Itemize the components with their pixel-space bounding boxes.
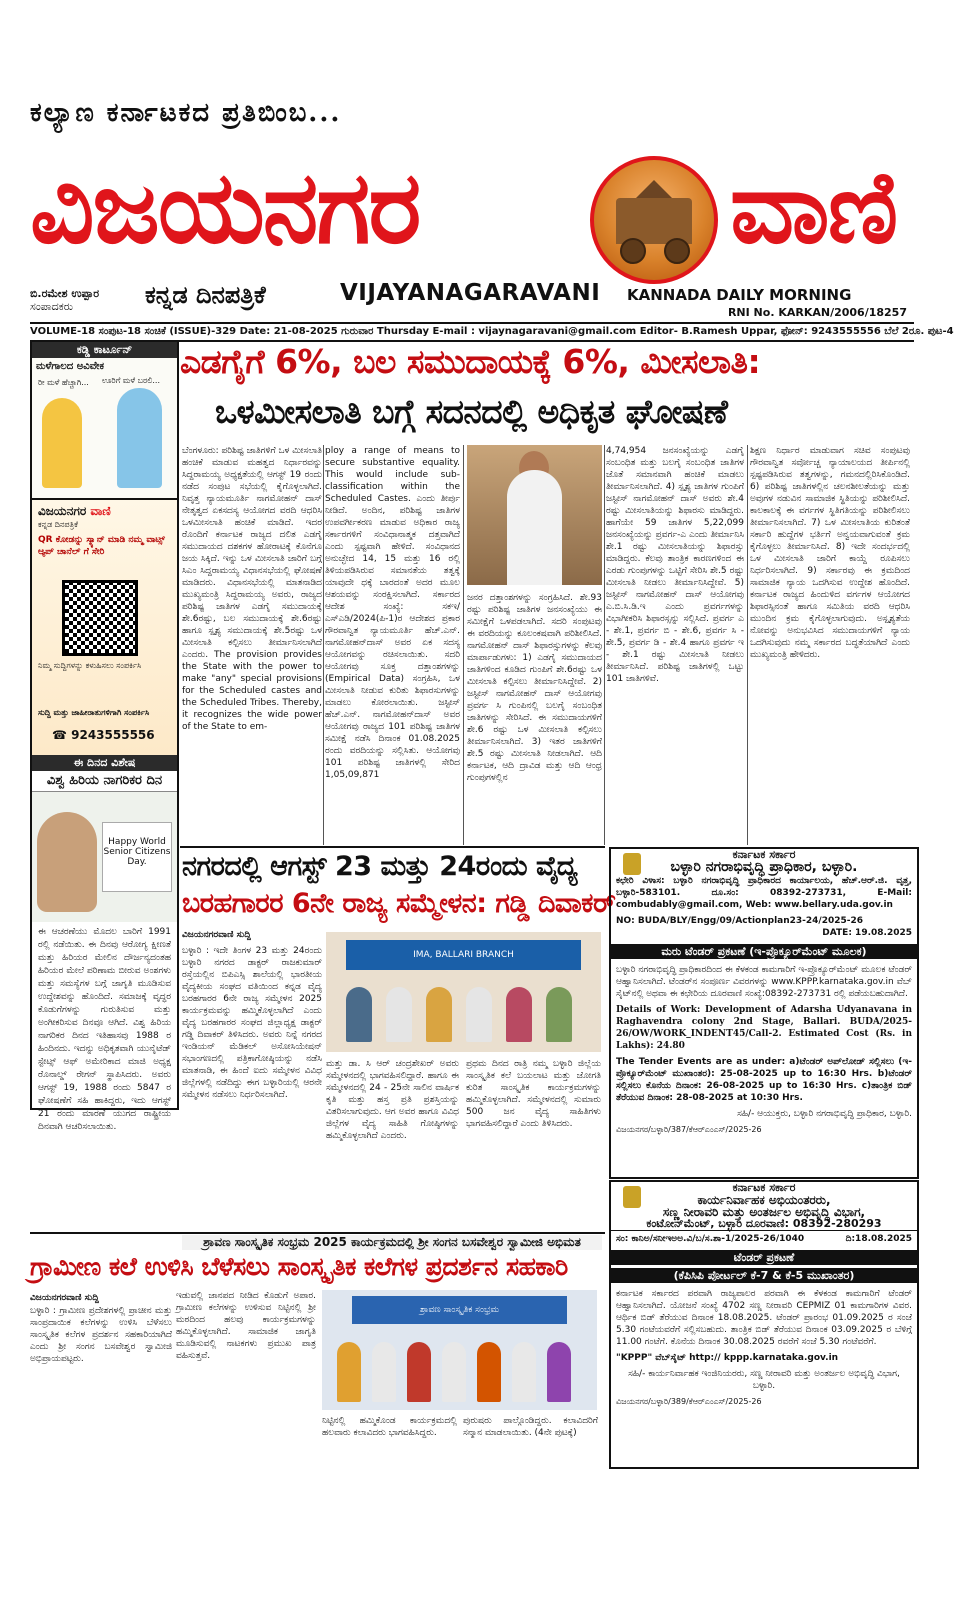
tender2-bar: ಟೆಂಡರ್ ಪ್ರಕಟಣೆ bbox=[611, 1250, 917, 1265]
tender2-code: ವಿಜಯನಗರ/ಬಳ್ಳಾರಿ/389/ಕೆಆರ್‌ಎಂಎಸ್/2025-26 bbox=[616, 1397, 762, 1406]
press-meet-photo bbox=[326, 932, 601, 1052]
tender1-code: ವಿಜಯನಗರ/ಬಳ್ಳಾರಿ/387/ಕೆಆರ್‌ಎಂಎಸ್/2025-26 bbox=[616, 1125, 762, 1134]
chief-minister-photo bbox=[467, 445, 602, 585]
karnataka-emblem-icon bbox=[623, 853, 641, 875]
editor-name: ಬಿ.ರಮೇಶ ಉಪ್ಪಾರ bbox=[30, 287, 100, 300]
masthead bbox=[30, 148, 915, 276]
lead-headline-1: ಎಡಗೈಗೆ 6%, ಬಲ ಸಮುದಾಯಕ್ಕೆ 6%, ಮೀಸಲಾತಿ: bbox=[180, 342, 761, 381]
tender1-events: The Tender Events are as under: a)ಟೆಂಡರ್ ಅಪ್‌ಲೋಡ್ ಸಲ್ಲಿಸಲು (ಇ-ಪ್ರೊಕ್ಯೂರ್‌ಮೆಂಟ್ ಮುಖಾಂತರ): 25-08-2025 up to 16:30 Hrs. b)ಟೆಂಡರ್ ಸಲ್ಲಿಸಲು ಕೊನೆಯ ದಿನಾಂಕ: 26-08-2025 up to 16:30 Hrs. c)ತಾಂತ್ರಿಕ ಬಿಡ್ ತೆರೆಯುವ ದಿನಾಂಕ: 28-08-2025 at 10:30 Hrs. bbox=[616, 1057, 912, 1103]
column-divider bbox=[604, 445, 605, 845]
story2-dateline: ವಿಜಯನಗರವಾಣಿ ಸುದ್ದಿ bbox=[182, 930, 251, 940]
tender1-ref: NO: BUDA/BLY/Engg/09/Actionplan23-24/2025-26 DATE: 19.08.2025 bbox=[616, 916, 912, 938]
section-divider bbox=[180, 846, 605, 848]
cartoon-figure-man bbox=[117, 388, 162, 488]
tender2-gov: ಕರ್ನಾಟಕ ಸರ್ಕಾರ bbox=[732, 1181, 796, 1194]
rni-number: RNI No. KARKAN/2006/18257 bbox=[727, 306, 907, 319]
cartoon-panel bbox=[32, 358, 177, 498]
ad-title: ವಿಜಯನಗರ ವಾಣಿ bbox=[38, 504, 111, 518]
lead-column-3: ಜನರ ದತ್ತಾಂಶಗಳನ್ನು ಸಂಗ್ರಹಿಸಿದೆ. ಶೇ.93 ರಷ್ಟು ಪರಿಶಿಷ್ಟ ಜಾತಿಗಳ ಜನಸಂಖ್ಯೆಯು ಈ ಸಮೀಕ್ಷೆಗೆ ಒಳಪಡಲಾಗಿದೆ. ಸದರಿ ಸಂಪುಟವು ಈ ವರದಿಯನ್ನು ಕೂಲಂಕಷವಾಗಿ ಪರಿಶೀಲಿಸಿದೆ. ನಾಗಮೋಹನ್ ದಾಸ್ ಶಿಫಾರಸ್ಸುಗಳನ್ನು ಕೆಲವು ಮಾರ್ಪಾಡುಗಳು: 1) ಎಡಗೈ ಸಮುದಾಯದ ಜಾತಿಗಳಿಂದ ಕೂಡಿದ ಗುಂಪಿಗೆ ಶೇ.6ರಷ್ಟು ಒಳ ಮೀಸಲಾತಿ ಕಲ್ಪಿಸಲು ತೀರ್ಮಾನಿಸಿದ್ದೇವೆ. 2) ಜಸ್ಟೀಸ್ ನಾಗಮೋಹನ್ ದಾಸ್ ಆಯೋಗವು ಪ್ರವರ್ಗ ಸಿ ಗುಂಪಿನಲ್ಲಿ ಬಲಗೈ ಸಂಬಂಧಿತ ಜಾತಿಗಳನ್ನು ಸೇರಿಸಿದೆ. ಈ ಸಮುದಾಯಗಳಿಗೆ ಶೇ.6 ರಷ್ಟು ಒಳ ಮೀಸಲಾತಿ ಕಲ್ಪಿಸಲು ತೀರ್ಮಾನಿಸಲಾಗಿದೆ. 3) ಇತರ ಜಾತಿಗಳಿಗೆ ಶೇ.5 ರಷ್ಟು ಮೀಸಲಾತಿ ನೀಡಲಾಗಿದೆ. ಆದಿ ಕರ್ನಾಟಕ, ಆದಿ ದ್ರಾವಿಡ ಮತ್ತು ಆದಿ ಆಂಧ್ರ ಗುಂಪುಗಳಲ್ಲಿನ bbox=[467, 593, 602, 783]
story3-dateline: ವಿಜಯನಗರವಾಣಿ ಸುದ್ದಿ bbox=[30, 1293, 99, 1303]
tender2-office: ಕಾರ್ಯನಿರ್ವಾಹಕ ಅಭಿಯಂತರರು, bbox=[697, 1193, 831, 1207]
greeting-card: Happy World Senior Citizens Day. bbox=[102, 822, 172, 892]
whatsapp-channel-ad bbox=[32, 498, 177, 755]
day-special-title: ವಿಶ್ವ ಹಿರಿಯ ನಾಗರಿಕರ ದಿನ bbox=[32, 771, 177, 792]
issue-info-bar: VOLUME-18 ಸಂಪುಟ-18 ಸಂಚಿಕೆ (ISSUE)-329 Date: 21-08-2025 ಗುರುವಾರ Thursday E-mail : vijaynagaravani@gmail.com Editor- B.Ramesh Uppar, ಫೋನ್: 9243555556 ಬೆಲೆ 2ರೂ. ಪುಟ-4 bbox=[30, 322, 914, 342]
lead-headline-2: ಒಳಮೀಸಲಾತಿ ಬಗ್ಗೆ ಸದನದಲ್ಲಿ ಅಧಿಕೃತ ಘೋಷಣೆ bbox=[215, 392, 728, 431]
tender1-gov: ಕರ್ನಾಟಕ ಸರ್ಕಾರ bbox=[732, 848, 796, 861]
tender2-body: ಕರ್ನಾಟಕ ಸರ್ಕಾರದ ಪರವಾಗಿ ರಾಜ್ಯಪಾಲರ ಪರವಾಗಿ ಈ ಕೆಳಕಂಡ ಕಾಮಗಾರಿಗೆ ಟೆಂಡರ್ ಆಹ್ವಾನಿಸಲಾಗಿದೆ. ಯೋಜನೆ ಸಂಖ್ಯೆ 4702 ಸಣ್ಣ ನೀರಾವರಿ CEPMIZ 01 ಕಾಮಗಾರಿಗಳ ವಿವರ. ಆರ್ಥಿಕ ಬಿಡ್ ತೆರೆಯುವ ದಿನಾಂಕ 18.08.2025. ಟೆಂಡರ್ ಪ್ರಾರಂಭ 01.09.2025 ರ ಸಂಜೆ 5.30 ಗಂಟೆಯವರೆಗೆ ಸಲ್ಲಿಸಬಹುದು. ತಾಂತ್ರಿಕ ಬಿಡ್ ತೆರೆಯುವ ದಿನಾಂಕ 03.09.2025 ರ ಬೆಳಿಗ್ಗೆ 11.00 ಗಂಟೆಗೆ. ಕೊನೆಯ ದಿನಾಂಕ 30.08.2025 ರವರೆಗೆ ಸಂಜೆ 5.30 ಗಂಟೆವರೆಗೆ. bbox=[616, 1289, 912, 1347]
editor-role: ಸಂಪಾದಕರು bbox=[30, 300, 74, 313]
english-title: VIJAYANAGARAVANI bbox=[340, 280, 601, 306]
cultural-event-photo bbox=[322, 1290, 597, 1410]
story3-column-3: ನಿಟ್ಟಿನಲ್ಲಿ ಹಮ್ಮಿಕೊಂಡ ಕಾರ್ಯಕ್ರಮದಲ್ಲಿ ಹಲವಾರು ಕಲಾವಿದರು ಭಾಗವಹಿಸಿದ್ದರು. bbox=[322, 1416, 457, 1438]
column-divider bbox=[323, 445, 324, 845]
english-subtitle: KANNADA DAILY MORNING bbox=[627, 286, 852, 304]
cartoon-bubble-right: ಊರಿಗೆ ಮಳೆ ಬರಲಿ... bbox=[102, 376, 160, 385]
photo-banner: IMA, BALLARI BRANCH bbox=[346, 940, 581, 970]
ad-subtitle: ಕನ್ನಡ ದಿನಪತ್ರಿಕೆ bbox=[38, 520, 79, 529]
tender2-portal: "KPPP" ವೆಬ್‌ಸೈಟ್ http:// kppp.karnataka.gov.in bbox=[616, 1353, 839, 1363]
lead-column-5: ಶಿಕ್ಷಣ ನಿರ್ಧಾರ ಮಾಡುವಾಗ ಸಚಿವ ಸಂಪುಟವು ಗೌರವಾನ್ವಿತ ಸರ್ವೋಚ್ಚ ನ್ಯಾಯಾಲಯದ ತೀರ್ಪಿನಲ್ಲಿ ಸ್ಪಷ್ಟಪಡಿಸಿರುವ ತತ್ವಗಳನ್ನು, ಗಮನದಲ್ಲಿರಿಸಿಕೊಂಡಿದೆ. 6) ಪರಿಶಿಷ್ಟ ಜಾತಿಗಳಲ್ಲಿನ ಚಲನಶೀಲತೆಯನ್ನು ಮತ್ತು ಅವುಗಳ ನಡುವಿನ ಸಾಮಾಜಿಕ ಸ್ಥಿತಿಯನ್ನು ಪರಿಶೀಲಿಸಿದೆ. ಕಾಲಕಾಲಕ್ಕೆ ಈ ವರ್ಗಗಳ ಸ್ಥಿತಿಗತಿಯನ್ನು ಪರಿಶೀಲಿಸಲು ತೀರ್ಮಾನಿಸಲಾಗಿದೆ. 7) ಒಳ ಮೀಸಲಾತಿಯ ಕುರಿತಂತೆ ಸರ್ಕಾರಿ ಹುದ್ದೆಗಳ ಭರ್ತಿಗೆ ಅನ್ವಯವಾಗುವಂತೆ ಕ್ರಮ ಕೈಗೊಳ್ಳಲು ತೀರ್ಮಾನಿಸಿದೆ. 8) ಇದೇ ಸಂದರ್ಭದಲ್ಲಿ ಒಳ ಮೀಸಲಾತಿ ಜಾರಿಗೆ ಕಾಯ್ದೆ ರೂಪಿಸಲು ನಿರ್ಧರಿಸಲಾಗಿದೆ. 9) ಸರ್ಕಾರವು ಈ ಕ್ರಮದಿಂದ ಸಾಮಾಜಿಕ ನ್ಯಾಯ ಒದಗಿಸುವ ಉದ್ದೇಶ ಹೊಂದಿದೆ. ಕರ್ನಾಟಕ ರಾಜ್ಯದ ಹಿಂದುಳಿದ ವರ್ಗಗಳ ಆಯೋಗದ ಶಿಫಾರಸ್ಸಿನಂತೆ ಹಾಗೂ ಸಮಿತಿಯ ವರದಿ ಆಧರಿಸಿ ಮುಂದಿನ ಕ್ರಮ ಕೈಗೊಳ್ಳಲಾಗುವುದು. ಅಸ್ಪೃಶ್ಯತೆಯ ನೋವನ್ನು ಅನುಭವಿಸಿದ ಸಮುದಾಯಗಳಿಗೆ ನ್ಯಾಯ ಒದಗಿಸುವುದು ನಮ್ಮ ಸರ್ಕಾರದ ಬದ್ಧತೆಯಾಗಿದೆ ಎಂದು ಮುಖ್ಯಮಂತ್ರಿ ಹೇಳಿದರು. bbox=[750, 446, 910, 660]
column-divider bbox=[747, 445, 748, 845]
kannada-daily-label: ಕನ್ನಡ ದಿನಪತ್ರಿಕೆ bbox=[145, 280, 266, 309]
story2-headline-1: ನಗರದಲ್ಲಿ ಆಗಸ್ಟ್ 23 ಮತ್ತು 24ರಂದು ವೈದ್ಯ bbox=[182, 851, 578, 882]
story3-headline: ಗ್ರಾಮೀಣ ಕಲೆ ಉಳಿಸಿ ಬೆಳೆಸಲು ಸಾಂಸ್ಕೃತಿಕ ಕಲೆಗಳ ಪ್ರದರ್ಶನ ಸಹಕಾರಿ bbox=[30, 1252, 568, 1281]
minor-irrigation-tender-notice bbox=[609, 1180, 919, 1469]
story3-strapline: ಶ್ರಾವಣ ಸಾಂಸ್ಕೃತಿಕ ಸಂಭ್ರಮ 2025 ಕಾರ್ಯಕ್ರಮದಲ್ಲಿ ಶ್ರೀ ಸಂಗನ ಬಸವೇಶ್ವರ ಸ್ವಾಮೀಜಿ ಅಭಿಮತ bbox=[182, 1235, 602, 1250]
story3-column-1: ಬಳ್ಳಾರಿ : ಗ್ರಾಮೀಣ ಪ್ರದೇಶಗಳಲ್ಲಿ ಪ್ರಾಚೀನ ಮತ್ತು ಸಾಂಪ್ರದಾಯಿಕ ಕಲೆಗಳನ್ನು ಉಳಿಸಿ ಬೆಳೆಸಲು ಸಾಂಸ್ಕೃತಿಕ ಕಲೆಗಳ ಪ್ರದರ್ಶನ ಸಹಕಾರಿಯಾಗಿದೆ ಎಂದು ಶ್ರೀ ಸಂಗನ ಬಸವೇಶ್ವರ ಸ್ವಾಮೀಜಿ ಅಭಿಪ್ರಾಯಪಟ್ಟರು. bbox=[30, 1306, 172, 1364]
left-sidebar bbox=[30, 340, 179, 1132]
masthead-tagline: ಕಲ್ಯಾಣ ಕರ್ನಾಟಕದ ಪ್ರತಿಬಿಂಬ... bbox=[30, 98, 342, 128]
editor-credit bbox=[30, 287, 99, 313]
cartoon-bubble-left: ರೀ ಮಳೆ ಹೆಚ್ಚಾಗಿ... bbox=[38, 378, 89, 387]
section-divider bbox=[30, 1232, 605, 1234]
tender1-sign: ಸಹಿ/- ಆಯುಕ್ತರು, ಬಳ್ಳಾರಿ ನಗರಾಭಿವೃದ್ಧಿ ಪ್ರಾಧಿಕಾರ, ಬಳ್ಳಾರಿ. bbox=[737, 1109, 912, 1119]
buda-tender-notice bbox=[609, 847, 919, 1179]
tender1-details: Details of Work: Development of Adarsha Udyanavana in Raghavendra colony 2nd Stage, Ballari. BUDA/2025-26/OW/WORK_INDENT45/Call-2. Estimated Cost (Rs. in Lakhs): 24.80 bbox=[616, 1005, 912, 1051]
qr-code-icon[interactable] bbox=[62, 580, 138, 656]
tender2-ref: ಸಂ: ಕಾನಿಅ/ಸನೀಇಅಅ.ವಿ/ಬ/ಸ.ಶಾ-1/2025-26/1040 ದಿ:18.08.2025 bbox=[611, 1230, 917, 1247]
story2-column-3: ಪ್ರಥಮ ದಿನದ ರಾತ್ರಿ ನಮ್ಮ ಬಳ್ಳಾರಿ ಜಿಲ್ಲೆಯ ಸಾಂಸ್ಕೃತಿಕ ಕಲೆ ಬಯಲಾಟ ಮತ್ತು ಜೋಗತಿ ಕುರಿತ ಸಾಂಸ್ಕೃತಿಕ ಕಾರ್ಯಕ್ರಮಗಳನ್ನು ಹಮ್ಮಿಕೊಳ್ಳಲಾಗಿದೆ. ಸಮ್ಮೇಳನದಲ್ಲಿ ಸುಮಾರು 500 ಜನ ವೈದ್ಯ ಸಾಹಿತಿಗಳು ಭಾಗವಹಿಸಲಿದ್ದಾರೆ ಎಂದು ತಿಳಿಸಿದರು. bbox=[466, 1059, 601, 1129]
tender2-bar-sub: (ಕೆಪಿಸಿಪಿ ಪೋರ್ಟಲ್ ಕೆ-7 & ಕೆ-5 ಮುಖಾಂತರ) bbox=[611, 1268, 917, 1283]
tender1-bar: ಮರು ಟೆಂಡರ್ ಪ್ರಕಟಣೆ (ಇ-ಪ್ರೊಕ್ಯೂರ್‌ಮೆಂಟ್ ಮೂಲಕ) bbox=[611, 944, 917, 959]
cartoon-header: ಕಡ್ಡಿ ಕಾರ್ಟೂನ್ bbox=[32, 342, 177, 358]
stone-chariot-logo bbox=[590, 156, 718, 284]
day-special-text: ಈ ಆಚರಣೆಯು ಮೊದಲ ಬಾರಿಗೆ 1991 ರಲ್ಲಿ ನಡೆಯಿತು. ಈ ದಿನವು ಆರೋಗ್ಯ ಕ್ಷೀಣತೆ ಮತ್ತು ಹಿರಿಯರ ಮೇಲಿನ ದೌರ್ಜನ್ಯದಂತಹ ಹಿರಿಯರ ಮೇಲೆ ಪರಿಣಾಮ ಬೀರುವ ಅಂಶಗಳು ಮತ್ತು ಸಮಸ್ಯೆಗಳ ಬಗ್ಗೆ ಜಾಗೃತಿ ಮೂಡಿಸುವ ಉದ್ದೇಶವನ್ನು ಹೊಂದಿದೆ. ಸಮಾಜಕ್ಕೆ ವೃದ್ಧರ ಕೊಡುಗೆಗಳನ್ನು ಗುರುತಿಸುವ ಮತ್ತು ಅಂಗೀಕರಿಸುವ ದಿನವೂ ಆಗಿದೆ. ವಿಶ್ವ ಹಿರಿಯ ನಾಗರಿಕರ ದಿನದ ಇತಿಹಾಸವು 1988 ರ ಹಿಂದಿನದು. ಇದನ್ನು ಅಧಿಕೃತವಾಗಿ ಯುನೈಟೆಡ್ ಸ್ಟೇಟ್ಸ್ ಆಫ್ ಅಮೇರಿಕಾದ ಮಾಜಿ ಅಧ್ಯಕ್ಷ ರೊನಾಲ್ಡ್ ರೇಗನ್ ಸ್ಥಾಪಿಸಿದರು. ಅವರು ಆಗಸ್ಟ್ 19, 1988 ರಂದು 5847 ರ ಘೋಷಣೆಗೆ ಸಹಿ ಹಾಕಿದ್ದರು, ಇದು ಆಗಸ್ಟ್ 21 ರಂದು ಮಾರಣೆ ಯುಗದ ರಾಷ್ಟ್ರೀಯ ದಿನವಾಗಿ ಆಚರಿಸಲಾಯಿತು. bbox=[38, 927, 171, 1132]
tender2-sign: ಸಹಿ/- ಕಾರ್ಯನಿರ್ವಾಹಕ ಇಂಜಿನಿಯರರು, ಸಣ್ಣ ನೀರಾವರಿ ಮತ್ತು ಅಂತರ್ಜಲ ಅಭಿವೃದ್ಧಿ ವಿಭಾಗ, ಬಳ್ಳಾರಿ. bbox=[628, 1369, 900, 1391]
story3-column-2: ಇಡುವಲ್ಲಿ ಜಾನಪದ ನೀಡಿದ ಕೊಡುಗೆ ಅಪಾರ. ಗ್ರಾಮೀಣ ಕಲೆಗಳನ್ನು ಉಳಿಸುವ ನಿಟ್ಟಿನಲ್ಲಿ ಶ್ರೀ ಮಠದಿಂದ ಹಲವು ಕಾರ್ಯಕ್ರಮಗಳನ್ನು ಹಮ್ಮಿಕೊಳ್ಳಲಾಗಿದೆ. ಸಾಮಾಜಿಕ ಜಾಗೃತಿ ಮೂಡಿಸುವಲ್ಲಿ ನಾಟಕಗಳು ಪ್ರಮುಖ ಪಾತ್ರ ವಹಿಸುತ್ತವೆ. bbox=[176, 1291, 316, 1361]
masthead-title-left: ವಿಜಯನಗರ bbox=[30, 149, 420, 266]
ad-phone: ☎ 9243555556 bbox=[52, 728, 155, 742]
senior-citizens-day-image bbox=[32, 792, 177, 922]
ad-body: ನಿಮ್ಮ ಸುದ್ದಿಗಳನ್ನು ಕಳುಹಿಸಲು ಸಂಪರ್ಕಿಸಿ bbox=[38, 661, 142, 670]
lead-column-2: ploy a range of means to secure substantive equality. This would include sub-classification within the Scheduled Castes. ಎಂದು ತೀರ್ಪು ನೀಡಿದೆ. ಅಂದಿನ, ಪರಿಶಿಷ್ಟ ಜಾತಿಗಳ ಉಪವರ್ಗೀಕರಣ ಮಾಡುವ ಅಧಿಕಾರ ರಾಜ್ಯ ಸರ್ಕಾರಗಳಿಗೆ ಸಂವಿಧಾನಾತ್ಮಕ ದತ್ತವಾಗಿದೆ ಎಂದು ಸ್ಪಷ್ಟವಾಗಿ ಹೇಳಿದೆ. ಸಂವಿಧಾನದ ಅನುಚ್ಛೇದ 14, 15 ಮತ್ತು 16 ರಲ್ಲಿ ತಿಳಿಯಪಡಿಸಿರುವ ಸಮಾನತೆಯ ತತ್ವಕ್ಕೆ ಯಾವುದೇ ಧಕ್ಕೆ ಬಾರದಂತೆ ಅದರ ಮೂಲ ಆಶಯವನ್ನು ಸಂರಕ್ಷಿಸಲಾಗಿದೆ. ಸರ್ಕಾರದ ಆದೇಶ ಸಂಖ್ಯೆ: ಸಕಇ/ಎಸ್‌ಎಡಿ/2024(ಪಿ-1)ರ ಆದೇಶದ ಪ್ರಕಾರ ಗೌರವಾನ್ವಿತ ನ್ಯಾಯಮೂರ್ತಿ ಹೆಚ್.ಎನ್. ನಾಗಮೋಹನ್‌ದಾಸ್ ಅವರ ಏಕ ಸದಸ್ಯ ಆಯೋಗವನ್ನು ರಚಿಸಲಾಯಿತು. ಸದರಿ ಆಯೋಗವು ಸೂಕ್ತ ದತ್ತಾಂಶಗಳನ್ನು (Empirical Data) ಸಂಗ್ರಹಿಸಿ, ಒಳ ಮೀಸಲಾತಿ ನೀಡುವ ಕುರಿತು ಶಿಫಾರಸುಗಳನ್ನು ಮಾಡಲು ಕೋರಲಾಯಿತು. ಜಸ್ಟೀಸ್ ಹೆಚ್.ಎನ್. ನಾಗಮೋಹನ್‌ದಾಸ್ ಅವರ ಆಯೋಗವು ರಾಜ್ಯದ 101 ಪರಿಶಿಷ್ಟ ಜಾತಿಗಳ ಸಮೀಕ್ಷೆ ನಡೆಸಿ ದಿನಾಂಕ 01.08.2025 ರಂದು ವರದಿಯನ್ನು ಸಲ್ಲಿಸಿತು. ಆಯೋಗವು 101 ಪರಿಶಿಷ್ಟ ಜಾತಿಗಳಲ್ಲಿ ಸೇರಿದ 1,05,09,871 bbox=[325, 446, 460, 780]
cartoon-figure-woman bbox=[42, 398, 82, 488]
cartoon-caption: ಮಳೆಗಾಲದ ಅವಿವೇಕ bbox=[36, 361, 104, 372]
story2-column-1: ಬಳ್ಳಾರಿ : ಇದೇ ತಿಂಗಳ 23 ಮತ್ತು 24ರಂದು ಬಳ್ಳಾರಿ ನಗರದ ಡಾಕ್ಟರ್ ರಾಜಕುಮಾರ್ ರಸ್ತೆಯಲ್ಲಿನ ಬಿಪಿಎಸ್ಸಿ ಶಾಲೆಯಲ್ಲಿ ಭಾರತೀಯ ವೈದ್ಯಕೀಯ ಸಂಘದ ವತಿಯಿಂದ ಕನ್ನಡ ವೈದ್ಯ ಬರಹಗಾರರ 6ನೇ ರಾಜ್ಯ ಸಮ್ಮೇಳನ 2025 ಕಾರ್ಯಕ್ರಮವನ್ನು ಹಮ್ಮಿಕೊಳ್ಳಲಾಗಿದೆ ಎಂದು ವೈದ್ಯ ಬರಹಗಾರರ ಸಂಘದ ಜಿಲ್ಲಾಧ್ಯಕ್ಷ ಡಾಕ್ಟರ್ ಗಡ್ಡಿ ದಿವಾಕರ್ ತಿಳಿಸಿದರು. ಅವರು ನಿನ್ನೆ ನಗರದ ಇಂಡಿಯನ್ ಮೆಡಿಕಲ್ ಅಸೋಸಿಯೇಷನ್ ಸಭಾಂಗಣದಲ್ಲಿ ಪತ್ರಿಕಾಗೋಷ್ಠಿಯನ್ನು ನಡೆಸಿ ಮಾತನಾಡಿ, ಈ ಹಿಂದೆ ಐದು ಸಮ್ಮೇಳನ ವಿವಿಧ ಜಿಲ್ಲೆಗಳಲ್ಲಿ ನಡೆದಿದ್ದು ಈಗ ಬಳ್ಳಾರಿಯಲ್ಲಿ ಆರನೇ ಸಮ್ಮೇಳನ ನಡೆಸಲು ನಿರ್ಧರಿಸಲಾಗಿದೆ. bbox=[182, 946, 322, 1100]
story3-column-4: ಪುರುಷರು ಪಾಲ್ಗೊಂಡಿದ್ದರು. ಕಲಾವಿದರಿಗೆ ಸನ್ಮಾನ ಮಾಡಲಾಯಿತು. (4ನೇ ಪುಟಕ್ಕೆ) bbox=[463, 1416, 598, 1438]
lead-column-1: ಬೆಂಗಳೂರು: ಪರಿಶಿಷ್ಟ ಜಾತಿಗಳಿಗೆ ಒಳ ಮೀಸಲಾತಿ ಹಂಚಿಕೆ ಮಾಡುವ ಮಹತ್ವದ ನಿರ್ಧಾರವನ್ನು ಸಿದ್ದರಾಮಯ್ಯ ಅಧ್ಯಕ್ಷತೆಯಲ್ಲಿ ಆಗಸ್ಟ್ 19 ರಂದು ನಡೆದ ಸಂಪುಟ ಸಭೆಯಲ್ಲಿ ಕೈಗೊಳ್ಳಲಾಗಿದೆ. ನಿವೃತ್ತ ನ್ಯಾಯಮೂರ್ತಿ ನಾಗಮೋಹನ್ ದಾಸ್ ನೇತೃತ್ವದ ಏಕಸದಸ್ಯ ಆಯೋಗದ ವರದಿ ಆಧರಿಸಿ ಒಳಮೀಸಲಾತಿ ಹಂಚಿಕೆ ಮಾಡಿದೆ. ಇದರ ರೊಂದಿಗೆ ಕರ್ನಾಟಕ ರಾಜ್ಯದ ದಲಿತ ಎಡಗೈ ಸಮುದಾಯದ ದಶಕಗಳ ಹೋರಾಟಕ್ಕೆ ಕೊನೆಗೂ ಜಯ ಸಿಕ್ಕಿದೆ. ಇನ್ನು ಒಳ ಮೀಸಲಾತಿ ಜಾರಿಗೆ ಬಗ್ಗೆ ಸಿಎಂ ಸಿದ್ದರಾಮಯ್ಯ ವಿಧಾನಸಭೆಯಲ್ಲಿ ಘೋಷಣೆ ಮಾಡಿದರು. ವಿಧಾನಸಭೆಯಲ್ಲಿ ಮಾತನಾಡಿದ ಮುಖ್ಯಮಂತ್ರಿ ಸಿದ್ದರಾಮಯ್ಯ ಅವರು, ರಾಜ್ಯದ ಪರಿಶಿಷ್ಟ ಜಾತಿಗಳ ಎಡಗೈ ಸಮುದಾಯಕ್ಕೆ ಶೇ.6ರಷ್ಟು, ಬಲ ಸಮುದಾಯಕ್ಕೆ ಶೇ.6ರಷ್ಟು ಹಾಗೂ ಸ್ಪೃಶ್ಯ ಸಮುದಾಯಕ್ಕೆ ಶೇ.5ರಷ್ಟು ಒಳ ಮೀಸಲಾತಿ ಕಲ್ಪಿಸಲು ತೀರ್ಮಾನಿಸಲಾಗಿದೆ ಎಂದರು. The provision provides the State with the power to make "any" special provisions for the Scheduled castes and the Scheduled Tribes. Thereby, it recognizes the wide power of the State to em- bbox=[182, 446, 322, 732]
column-divider bbox=[463, 445, 464, 845]
tender1-office: ಬಳ್ಳಾರಿ ನಗರಾಭಿವೃದ್ಧಿ ಪ್ರಾಧಿಕಾರ, ಬಳ್ಳಾರಿ. bbox=[670, 859, 858, 875]
ad-contact-label: ಸುದ್ದಿ ಮತ್ತು ಜಾಹೀರಾತುಗಳಿಗಾಗಿ ಸಂಪರ್ಕಿಸಿ bbox=[38, 708, 150, 717]
day-special-header: ಈ ದಿನದ ವಿಶೇಷ bbox=[32, 755, 177, 771]
tender1-address: ಕಛೇರಿ ವಿಳಾಸ: ಬಳ್ಳಾರಿ ನಗರಾಭಿವೃದ್ಧಿ ಪ್ರಾಧಿಕಾರದ ಕಾರ್ಯಾಲಯ, ಹೆಚ್.ಆರ್.ಜಿ. ವೃತ್ತ, ಬಳ್ಳಾರಿ-583101. ದೂ.ಸಂ: 08392-273731, E-Mail: combudably@gmail.com, Web: www.bellary.uda.gov.in bbox=[616, 876, 912, 910]
tender1-body: ಬಳ್ಳಾರಿ ನಗರಾಭಿವೃದ್ಧಿ ಪ್ರಾಧಿಕಾರದಿಂದ ಈ ಕೆಳಕಂಡ ಕಾಮಗಾರಿಗೆ ಇ-ಪ್ರೊಕ್ಯೂರ್‌ಮೆಂಟ್ ಮೂಲಕ ಟೆಂಡರ್ ಆಹ್ವಾನಿಸಲಾಗಿದೆ. ಟೆಂಡರ್‌ನ ಸಂಪೂರ್ಣ ವಿವರಗಳನ್ನು www.KPPP.karnataka.gov.in ವೆಬ್ ಸೈಟ್‌ನಲ್ಲಿ ಅಥವಾ ಈ ಕಛೇರಿಯ ದೂರವಾಣಿ ಸಂಖ್ಯೆ:08392-273731 ರಲ್ಲಿ ಪಡೆಯಬಹುದಾಗಿದೆ. bbox=[616, 965, 912, 999]
masthead-title-right: ವಾಣಿ bbox=[730, 149, 897, 266]
story2-headline-2: ಬರಹಗಾರರ 6ನೇ ರಾಜ್ಯ ಸಮ್ಮೇಳನ: ಗಡ್ಡಿ ದಿವಾಕರ್ bbox=[182, 888, 616, 919]
story2-column-2: ಮತ್ತು ಡಾ. ಸಿ ಆರ್ ಚಂದ್ರಶೇಖರ್ ಅವರು ಸಮ್ಮೇಳನದಲ್ಲಿ ಭಾಗವಹಿಸಲಿದ್ದಾರೆ. ಹಾಗೂ ಈ ಸಮ್ಮೇಳನದಲ್ಲಿ 24 - 25ನೇ ಸಾಲಿನ ವಾರ್ಷಿಕ ಕೃತಿ ಮತ್ತು ಹಸ್ತ ಪ್ರತಿ ಪ್ರಶಸ್ತಿಯನ್ನು ವಿತರಿಸಲಾಗುವುದು. ಆಗ ಅವರ ಹಾಗೂ ವಿವಿಧ ಜಿಲ್ಲೆಗಳ ವೈದ್ಯ ಸಾಹಿತಿ ಗೋಷ್ಠಿಗಳನ್ನು ಹಮ್ಮಿಕೊಳ್ಳಲಾಗಿದೆ ಎಂದರು. bbox=[326, 1059, 459, 1141]
event-banner: ಶ್ರಾವಣ ಸಾಂಸ್ಕೃತಿಕ ಸಂಭ್ರಮ bbox=[352, 1296, 567, 1324]
lead-column-4: 4,74,954 ಜನಸಂಖ್ಯೆಯನ್ನು ಎಡಗೈ ಸಂಬಂಧಿತ ಮತ್ತು ಬಲಗೈ ಸಂಬಂಧಿತ ಜಾತಿಗಳ ಜೊತೆ ಸಮಾನವಾಗಿ ಹಂಚಿಕೆ ಮಾಡಲು ತೀರ್ಮಾನಿಸಲಾಗಿದೆ. 4) ಸ್ಪೃಶ್ಯ ಜಾತಿಗಳ ಗುಂಪಿಗೆ ಜಸ್ಟೀಸ್ ನಾಗಮೋಹನ್ ದಾಸ್ ಅವರು ಶೇ.4 ರಷ್ಟು ಮೀಸಲಾತಿಯನ್ನು ಶಿಫಾರಸು ಮಾಡಿದ್ದರು. ಹಾಗೆಯೇ 59 ಜಾತಿಗಳ 5,22,099 ಜನಸಂಖ್ಯೆಯನ್ನು ಪ್ರವರ್ಗ-ಎ ಎಂದು ತೀರ್ಮಾನಿಸಿ ಶೇ.1 ರಷ್ಟು ಮೀಸಲಾತಿಯನ್ನು ಶಿಫಾರಸ್ಸು ಮಾಡಿದ್ದರು. ಕೆಲವು ತಾಂತ್ರಿಕ ಕಾರಣಗಳಿಂದ ಈ ಎರಡು ಗುಂಪುಗಳನ್ನು ಒಟ್ಟಿಗೆ ಸೇರಿಸಿ ಶೇ.5 ರಷ್ಟು ಮೀಸಲಾತಿ ನೀಡಲು ತೀರ್ಮಾನಿಸಿದ್ದೇವೆ. 5) ಜಸ್ಟೀಸ್ ನಾಗಮೋಹನ್ ದಾಸ್ ಆಯೋಗವು ಎ.ಬಿ.ಸಿ.ಡಿ.ಇ ಎಂದು ಪ್ರವರ್ಗಗಳನ್ನು ವಿಭಾಗೀಕರಿಸಿ ಶಿಫಾರಸ್ಸನ್ನು ಸಲ್ಲಿಸಿದೆ. ಪ್ರವರ್ಗ ಎ - ಶೇ.1, ಪ್ರವರ್ಗ ಬಿ - ಶೇ.6, ಪ್ರವರ್ಗ ಸಿ - ಶೇ.5, ಪ್ರವರ್ಗ ಡಿ - ಶೇ.4 ಹಾಗೂ ಪ್ರವರ್ಗ ಇ - ಶೇ.1 ರಷ್ಟು ಮೀಸಲಾತಿ ನೀಡಲು ತೀರ್ಮಾನಿಸಿದೆ. ಪರಿಶಿಷ್ಟ ಜಾತಿಗಳಲ್ಲಿ ಒಟ್ಟು 101 ಜಾತಿಗಳಿವೆ. bbox=[606, 446, 744, 684]
tender2-address: ಕಂಟೋನ್‌ಮೆಂಟ್, ಬಳ್ಳಾರಿ ದೂರವಾಣಿ: 08392-280293 bbox=[646, 1217, 882, 1230]
tender2-dept: ಸಣ್ಣ ನೀರಾವರಿ ಮತ್ತು ಅಂತರ್ಜಲ ಅಭಿವೃದ್ಧಿ ವಿಭಾಗ, bbox=[662, 1205, 866, 1219]
elderly-hand-image bbox=[37, 812, 97, 912]
ad-qr-text: QR ಕೋಡನ್ನು ಸ್ಕ್ಯಾನ್ ಮಾಡಿ ನಮ್ಮ ವಾಟ್ಸ್ ಆ್ಯಪ್ ಚಾನೆಲ್ ಗೆ ಸೇರಿ bbox=[38, 535, 165, 557]
karnataka-emblem-icon bbox=[623, 1186, 641, 1208]
